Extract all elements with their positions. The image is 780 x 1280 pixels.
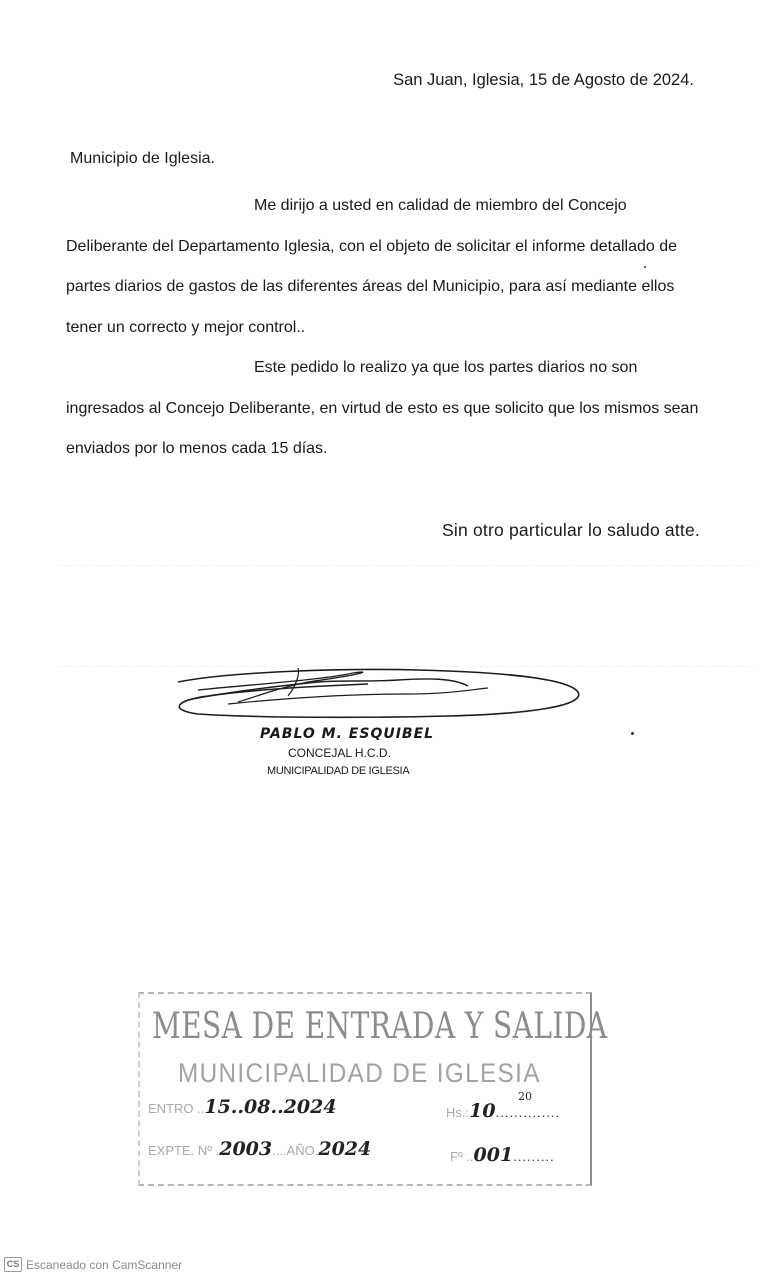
signer-institution: MUNICIPALIDAD DE IGLESIA <box>267 765 410 777</box>
stamp-entry-label: ENTRO .. <box>148 1101 205 1116</box>
stamp-hour-label: Hs.: <box>446 1105 470 1120</box>
letter-date: San Juan, Iglesia, 15 de Agosto de 2024. <box>393 71 694 89</box>
paragraph-2-text: Este pedido lo realizo ya que los partes diarios no son ingresados al Concejo Deliberante, en virtud de esto es que solicito que los mismos sean enviados por lo menos cada 15 días. <box>66 359 699 457</box>
stamp-hour-minutes: 20 <box>518 1090 532 1103</box>
stamp-folio-label: Fº .. <box>450 1149 474 1164</box>
stamp-file-label: EXPTE. Nº . <box>148 1143 220 1158</box>
camscanner-watermark <box>4 1257 182 1272</box>
letter-paragraph-1 <box>66 186 702 348</box>
camscanner-icon: CS <box>4 1257 22 1272</box>
stamp-year-label: ....AÑO. <box>272 1143 319 1158</box>
stray-dot <box>644 266 646 268</box>
stamp-subtitle: MUNICIPALIDAD DE IGLESIA <box>178 1058 541 1088</box>
stray-dot <box>631 732 634 735</box>
letter-paragraph-2 <box>66 348 702 470</box>
handwritten-signature <box>168 660 588 722</box>
camscanner-text: Escaneado con CamScanner <box>26 1257 183 1272</box>
signer-title: CONCEJAL H.C.D. <box>288 746 391 760</box>
signer-name: PABLO M. ESQUIBEL <box>260 726 435 742</box>
stamp-file-number: 2003 <box>219 1138 273 1160</box>
stamp-hour-value: 10 <box>469 1100 496 1122</box>
paragraph-1-text: Me dirijo a usted en calidad de miembro del Concejo Deliberante del Departamento Iglesia, con el objeto de solicitar el informe detallado de partes diarios de gastos de las diferentes áreas del Municipio, para así mediante ellos tener un correcto y mejor control.. <box>66 197 678 336</box>
stamp-folio-row: Fº ..001......... <box>450 1144 555 1166</box>
reception-stamp <box>138 992 608 1188</box>
stamp-hour-row: Hs.:10.............. 20 <box>446 1090 561 1122</box>
stamp-entry-date: 15..08..2024 <box>204 1096 337 1118</box>
letter-closing: Sin otro particular lo saludo atte. <box>442 520 700 540</box>
stamp-folio-value: 001 <box>473 1144 514 1166</box>
stamp-year-value: 2024 <box>318 1138 372 1160</box>
stamp-title: MESA DE ENTRADA Y SALIDA <box>152 1006 608 1047</box>
faint-scan-artifact <box>60 565 754 667</box>
stamp-file-row <box>148 1138 371 1160</box>
letter-addressee: Municipio de Iglesia. <box>70 150 215 167</box>
stamp-entry-row <box>148 1096 337 1118</box>
